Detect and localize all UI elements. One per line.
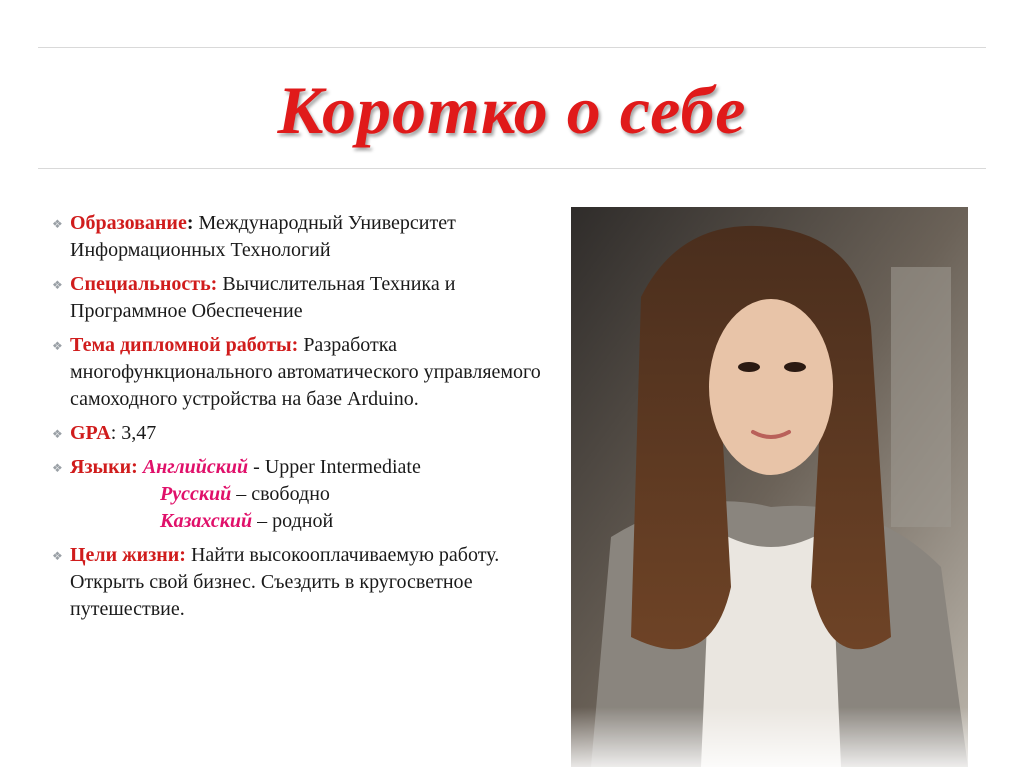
language-line xyxy=(70,508,562,535)
item-colon: : xyxy=(186,212,194,234)
language-name: Казахский xyxy=(160,510,253,532)
language-name: Английский xyxy=(142,456,249,478)
item-label: Языки: xyxy=(70,456,138,478)
diamond-bullet-icon: ❖ xyxy=(52,278,63,292)
language-name: Русский xyxy=(160,483,232,505)
list-item-goals xyxy=(52,542,562,623)
bottom-divider xyxy=(38,168,986,169)
bullet-list xyxy=(52,210,562,630)
language-level: - Upper Intermediate xyxy=(248,456,421,478)
item-label: GPA xyxy=(70,422,111,444)
item-text: Найти высокооплачиваемую работу. Открыть свой бизнес. Съездить в кругосветное путешествие. xyxy=(70,544,500,620)
slide-title: Коротко о себе xyxy=(277,72,747,148)
item-label: Образование xyxy=(70,212,187,234)
diamond-bullet-icon: ❖ xyxy=(52,339,63,353)
item-label: Цели жизни: xyxy=(70,544,186,566)
item-text: : 3,47 xyxy=(110,422,157,444)
diamond-bullet-icon: ❖ xyxy=(52,217,63,231)
language-level: – родной xyxy=(252,510,334,532)
portrait-photo xyxy=(571,207,968,767)
item-label: Специальность: xyxy=(70,273,218,295)
top-divider xyxy=(38,47,986,48)
language-line xyxy=(70,481,562,508)
item-label: Тема дипломной работы: xyxy=(70,334,299,356)
list-item-education xyxy=(52,210,562,264)
list-item-thesis xyxy=(52,332,562,413)
language-level: – свободно xyxy=(231,483,330,505)
list-item-gpa xyxy=(52,420,562,447)
diamond-bullet-icon: ❖ xyxy=(52,461,63,475)
diamond-bullet-icon: ❖ xyxy=(52,427,63,441)
list-item-specialty xyxy=(52,271,562,325)
list-item-languages xyxy=(52,454,562,535)
item-text: Вычислительная Техника и Программное Обеспечение xyxy=(70,273,456,322)
diamond-bullet-icon: ❖ xyxy=(52,549,63,563)
item-text: Разработка многофункционального автоматического управляемого самоходного устройства на базе Arduino. xyxy=(70,334,541,410)
item-text: Международный Университет Информационных Технологий xyxy=(70,212,456,261)
